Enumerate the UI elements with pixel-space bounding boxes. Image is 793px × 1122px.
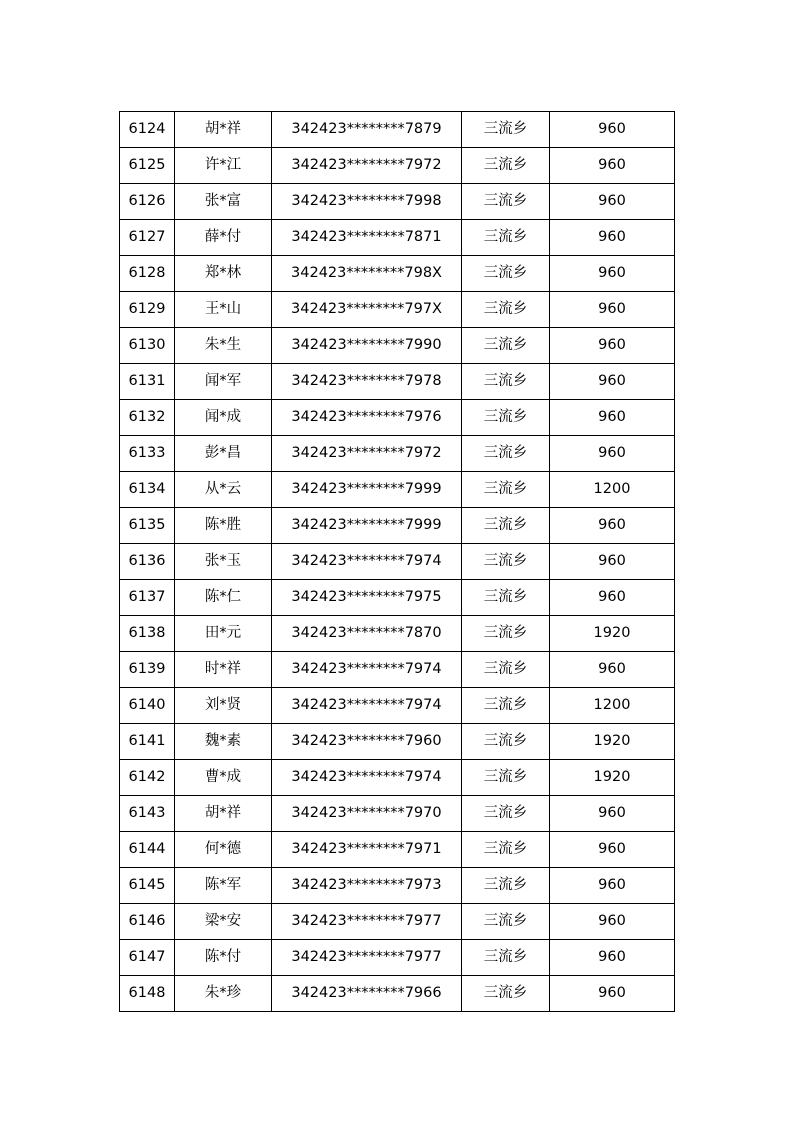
row-number-cell: 6125 <box>120 148 175 184</box>
table-row <box>120 940 675 976</box>
township-cell: 三流乡 <box>462 472 550 508</box>
name-cell: 闻*成 <box>175 400 272 436</box>
table-row <box>120 868 675 904</box>
id-number-cell: 342423********7976 <box>272 400 462 436</box>
id-number-cell: 342423********7879 <box>272 112 462 148</box>
row-number-cell: 6139 <box>120 652 175 688</box>
amount-cell: 960 <box>550 652 675 688</box>
row-number-cell: 6140 <box>120 688 175 724</box>
name-cell: 陈*仁 <box>175 580 272 616</box>
id-number-cell: 342423********7972 <box>272 148 462 184</box>
row-number-cell: 6129 <box>120 292 175 328</box>
row-number-cell: 6128 <box>120 256 175 292</box>
township-cell: 三流乡 <box>462 724 550 760</box>
table-row <box>120 292 675 328</box>
township-cell: 三流乡 <box>462 796 550 832</box>
id-number-cell: 342423********7999 <box>272 508 462 544</box>
township-cell: 三流乡 <box>462 112 550 148</box>
row-number-cell: 6138 <box>120 616 175 652</box>
name-cell: 胡*祥 <box>175 796 272 832</box>
table-row <box>120 400 675 436</box>
id-number-cell: 342423********7871 <box>272 220 462 256</box>
name-cell: 朱*珍 <box>175 976 272 1012</box>
name-cell: 何*德 <box>175 832 272 868</box>
table-row <box>120 148 675 184</box>
name-cell: 陈*付 <box>175 940 272 976</box>
township-cell: 三流乡 <box>462 616 550 652</box>
id-number-cell: 342423********797X <box>272 292 462 328</box>
amount-cell: 960 <box>550 220 675 256</box>
name-cell: 薛*付 <box>175 220 272 256</box>
name-cell: 张*富 <box>175 184 272 220</box>
amount-cell: 1200 <box>550 688 675 724</box>
name-cell: 魏*素 <box>175 724 272 760</box>
table-row <box>120 580 675 616</box>
name-cell: 朱*生 <box>175 328 272 364</box>
township-cell: 三流乡 <box>462 184 550 220</box>
name-cell: 张*玉 <box>175 544 272 580</box>
row-number-cell: 6144 <box>120 832 175 868</box>
amount-cell: 960 <box>550 580 675 616</box>
amount-cell: 960 <box>550 508 675 544</box>
id-number-cell: 342423********7970 <box>272 796 462 832</box>
id-number-cell: 342423********7972 <box>272 436 462 472</box>
table-row <box>120 724 675 760</box>
id-number-cell: 342423********7974 <box>272 688 462 724</box>
amount-cell: 960 <box>550 400 675 436</box>
township-cell: 三流乡 <box>462 544 550 580</box>
amount-cell: 1200 <box>550 472 675 508</box>
table-row <box>120 436 675 472</box>
township-cell: 三流乡 <box>462 832 550 868</box>
name-cell: 闻*军 <box>175 364 272 400</box>
name-cell: 时*祥 <box>175 652 272 688</box>
township-cell: 三流乡 <box>462 256 550 292</box>
row-number-cell: 6145 <box>120 868 175 904</box>
table-row <box>120 904 675 940</box>
row-number-cell: 6130 <box>120 328 175 364</box>
township-cell: 三流乡 <box>462 688 550 724</box>
id-number-cell: 342423********7971 <box>272 832 462 868</box>
township-cell: 三流乡 <box>462 580 550 616</box>
row-number-cell: 6135 <box>120 508 175 544</box>
name-cell: 胡*祥 <box>175 112 272 148</box>
name-cell: 王*山 <box>175 292 272 328</box>
id-number-cell: 342423********7870 <box>272 616 462 652</box>
table-row <box>120 688 675 724</box>
amount-cell: 1920 <box>550 616 675 652</box>
row-number-cell: 6148 <box>120 976 175 1012</box>
table-row <box>120 796 675 832</box>
amount-cell: 960 <box>550 832 675 868</box>
id-number-cell: 342423********7974 <box>272 760 462 796</box>
name-cell: 陈*胜 <box>175 508 272 544</box>
amount-cell: 960 <box>550 184 675 220</box>
id-number-cell: 342423********7977 <box>272 904 462 940</box>
table-row <box>120 472 675 508</box>
township-cell: 三流乡 <box>462 328 550 364</box>
id-number-cell: 342423********7977 <box>272 940 462 976</box>
row-number-cell: 6126 <box>120 184 175 220</box>
amount-cell: 960 <box>550 976 675 1012</box>
table-row <box>120 112 675 148</box>
table-row <box>120 508 675 544</box>
amount-cell: 960 <box>550 364 675 400</box>
row-number-cell: 6141 <box>120 724 175 760</box>
row-number-cell: 6146 <box>120 904 175 940</box>
id-number-cell: 342423********7974 <box>272 544 462 580</box>
row-number-cell: 6131 <box>120 364 175 400</box>
roster-table-body <box>120 112 675 1012</box>
id-number-cell: 342423********7990 <box>272 328 462 364</box>
amount-cell: 960 <box>550 328 675 364</box>
township-cell: 三流乡 <box>462 904 550 940</box>
amount-cell: 960 <box>550 940 675 976</box>
id-number-cell: 342423********798X <box>272 256 462 292</box>
row-number-cell: 6134 <box>120 472 175 508</box>
township-cell: 三流乡 <box>462 760 550 796</box>
township-cell: 三流乡 <box>462 400 550 436</box>
row-number-cell: 6142 <box>120 760 175 796</box>
table-row <box>120 832 675 868</box>
row-number-cell: 6132 <box>120 400 175 436</box>
table-row <box>120 616 675 652</box>
amount-cell: 960 <box>550 904 675 940</box>
township-cell: 三流乡 <box>462 292 550 328</box>
roster-table <box>119 111 675 1012</box>
id-number-cell: 342423********7978 <box>272 364 462 400</box>
township-cell: 三流乡 <box>462 652 550 688</box>
table-row <box>120 184 675 220</box>
name-cell: 陈*军 <box>175 868 272 904</box>
name-cell: 刘*贤 <box>175 688 272 724</box>
row-number-cell: 6143 <box>120 796 175 832</box>
row-number-cell: 6136 <box>120 544 175 580</box>
id-number-cell: 342423********7999 <box>272 472 462 508</box>
table-row <box>120 976 675 1012</box>
township-cell: 三流乡 <box>462 148 550 184</box>
table-row <box>120 220 675 256</box>
amount-cell: 960 <box>550 292 675 328</box>
row-number-cell: 6124 <box>120 112 175 148</box>
name-cell: 田*元 <box>175 616 272 652</box>
id-number-cell: 342423********7973 <box>272 868 462 904</box>
table-row <box>120 256 675 292</box>
amount-cell: 1920 <box>550 724 675 760</box>
name-cell: 曹*成 <box>175 760 272 796</box>
amount-cell: 960 <box>550 796 675 832</box>
township-cell: 三流乡 <box>462 220 550 256</box>
township-cell: 三流乡 <box>462 364 550 400</box>
row-number-cell: 6137 <box>120 580 175 616</box>
township-cell: 三流乡 <box>462 940 550 976</box>
amount-cell: 1920 <box>550 760 675 796</box>
id-number-cell: 342423********7966 <box>272 976 462 1012</box>
table-row <box>120 328 675 364</box>
township-cell: 三流乡 <box>462 868 550 904</box>
row-number-cell: 6127 <box>120 220 175 256</box>
table-row <box>120 760 675 796</box>
name-cell: 彭*昌 <box>175 436 272 472</box>
row-number-cell: 6133 <box>120 436 175 472</box>
amount-cell: 960 <box>550 436 675 472</box>
name-cell: 梁*安 <box>175 904 272 940</box>
amount-cell: 960 <box>550 148 675 184</box>
township-cell: 三流乡 <box>462 976 550 1012</box>
table-row <box>120 544 675 580</box>
amount-cell: 960 <box>550 256 675 292</box>
township-cell: 三流乡 <box>462 436 550 472</box>
table-row <box>120 652 675 688</box>
row-number-cell: 6147 <box>120 940 175 976</box>
amount-cell: 960 <box>550 868 675 904</box>
id-number-cell: 342423********7974 <box>272 652 462 688</box>
id-number-cell: 342423********7960 <box>272 724 462 760</box>
amount-cell: 960 <box>550 544 675 580</box>
amount-cell: 960 <box>550 112 675 148</box>
name-cell: 许*江 <box>175 148 272 184</box>
name-cell: 从*云 <box>175 472 272 508</box>
table-row <box>120 364 675 400</box>
township-cell: 三流乡 <box>462 508 550 544</box>
id-number-cell: 342423********7998 <box>272 184 462 220</box>
id-number-cell: 342423********7975 <box>272 580 462 616</box>
name-cell: 郑*林 <box>175 256 272 292</box>
